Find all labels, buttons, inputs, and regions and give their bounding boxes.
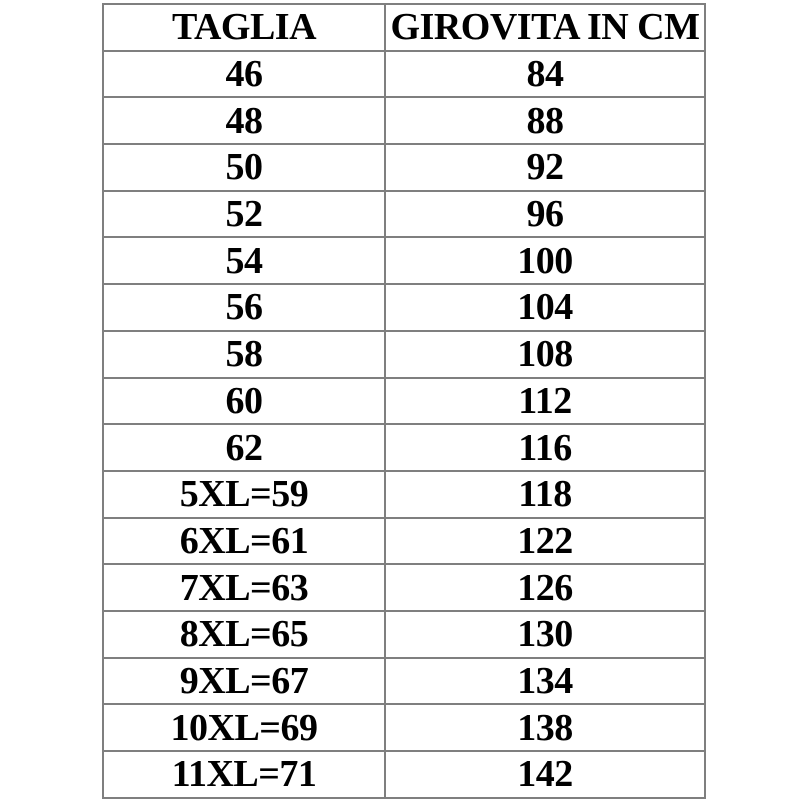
waist-cell: 122 bbox=[385, 518, 705, 565]
waist-cell: 134 bbox=[385, 658, 705, 705]
size-cell: 46 bbox=[103, 51, 385, 98]
waist-cell: 100 bbox=[385, 237, 705, 284]
size-cell: 6XL=61 bbox=[103, 518, 385, 565]
size-chart-table bbox=[102, 3, 706, 799]
size-cell: 10XL=69 bbox=[103, 704, 385, 751]
table-row bbox=[103, 378, 705, 425]
table-row bbox=[103, 424, 705, 471]
waist-cell: 92 bbox=[385, 144, 705, 191]
table-row bbox=[103, 97, 705, 144]
waist-cell: 118 bbox=[385, 471, 705, 518]
waist-cell: 88 bbox=[385, 97, 705, 144]
size-cell: 62 bbox=[103, 424, 385, 471]
waist-cell: 84 bbox=[385, 51, 705, 98]
table-row bbox=[103, 144, 705, 191]
size-cell: 56 bbox=[103, 284, 385, 331]
column-header-girovita: GIROVITA IN CM bbox=[385, 4, 705, 51]
size-cell: 9XL=67 bbox=[103, 658, 385, 705]
waist-cell: 112 bbox=[385, 378, 705, 425]
size-cell: 5XL=59 bbox=[103, 471, 385, 518]
size-cell: 48 bbox=[103, 97, 385, 144]
table-row bbox=[103, 284, 705, 331]
table-row bbox=[103, 237, 705, 284]
waist-cell: 126 bbox=[385, 564, 705, 611]
header-row bbox=[103, 4, 705, 51]
size-cell: 54 bbox=[103, 237, 385, 284]
table-row bbox=[103, 658, 705, 705]
size-cell: 11XL=71 bbox=[103, 751, 385, 798]
size-chart-container bbox=[102, 3, 704, 797]
waist-cell: 96 bbox=[385, 191, 705, 238]
table-row bbox=[103, 51, 705, 98]
size-cell: 50 bbox=[103, 144, 385, 191]
waist-cell: 138 bbox=[385, 704, 705, 751]
waist-cell: 130 bbox=[385, 611, 705, 658]
table-row bbox=[103, 751, 705, 798]
table-row bbox=[103, 611, 705, 658]
size-cell: 60 bbox=[103, 378, 385, 425]
waist-cell: 116 bbox=[385, 424, 705, 471]
table-row bbox=[103, 331, 705, 378]
waist-cell: 108 bbox=[385, 331, 705, 378]
table-row bbox=[103, 564, 705, 611]
size-cell: 58 bbox=[103, 331, 385, 378]
size-cell: 7XL=63 bbox=[103, 564, 385, 611]
table-row bbox=[103, 471, 705, 518]
table-row bbox=[103, 191, 705, 238]
column-header-taglia: TAGLIA bbox=[103, 4, 385, 51]
table-row bbox=[103, 704, 705, 751]
size-cell: 52 bbox=[103, 191, 385, 238]
waist-cell: 142 bbox=[385, 751, 705, 798]
waist-cell: 104 bbox=[385, 284, 705, 331]
size-cell: 8XL=65 bbox=[103, 611, 385, 658]
table-row bbox=[103, 518, 705, 565]
